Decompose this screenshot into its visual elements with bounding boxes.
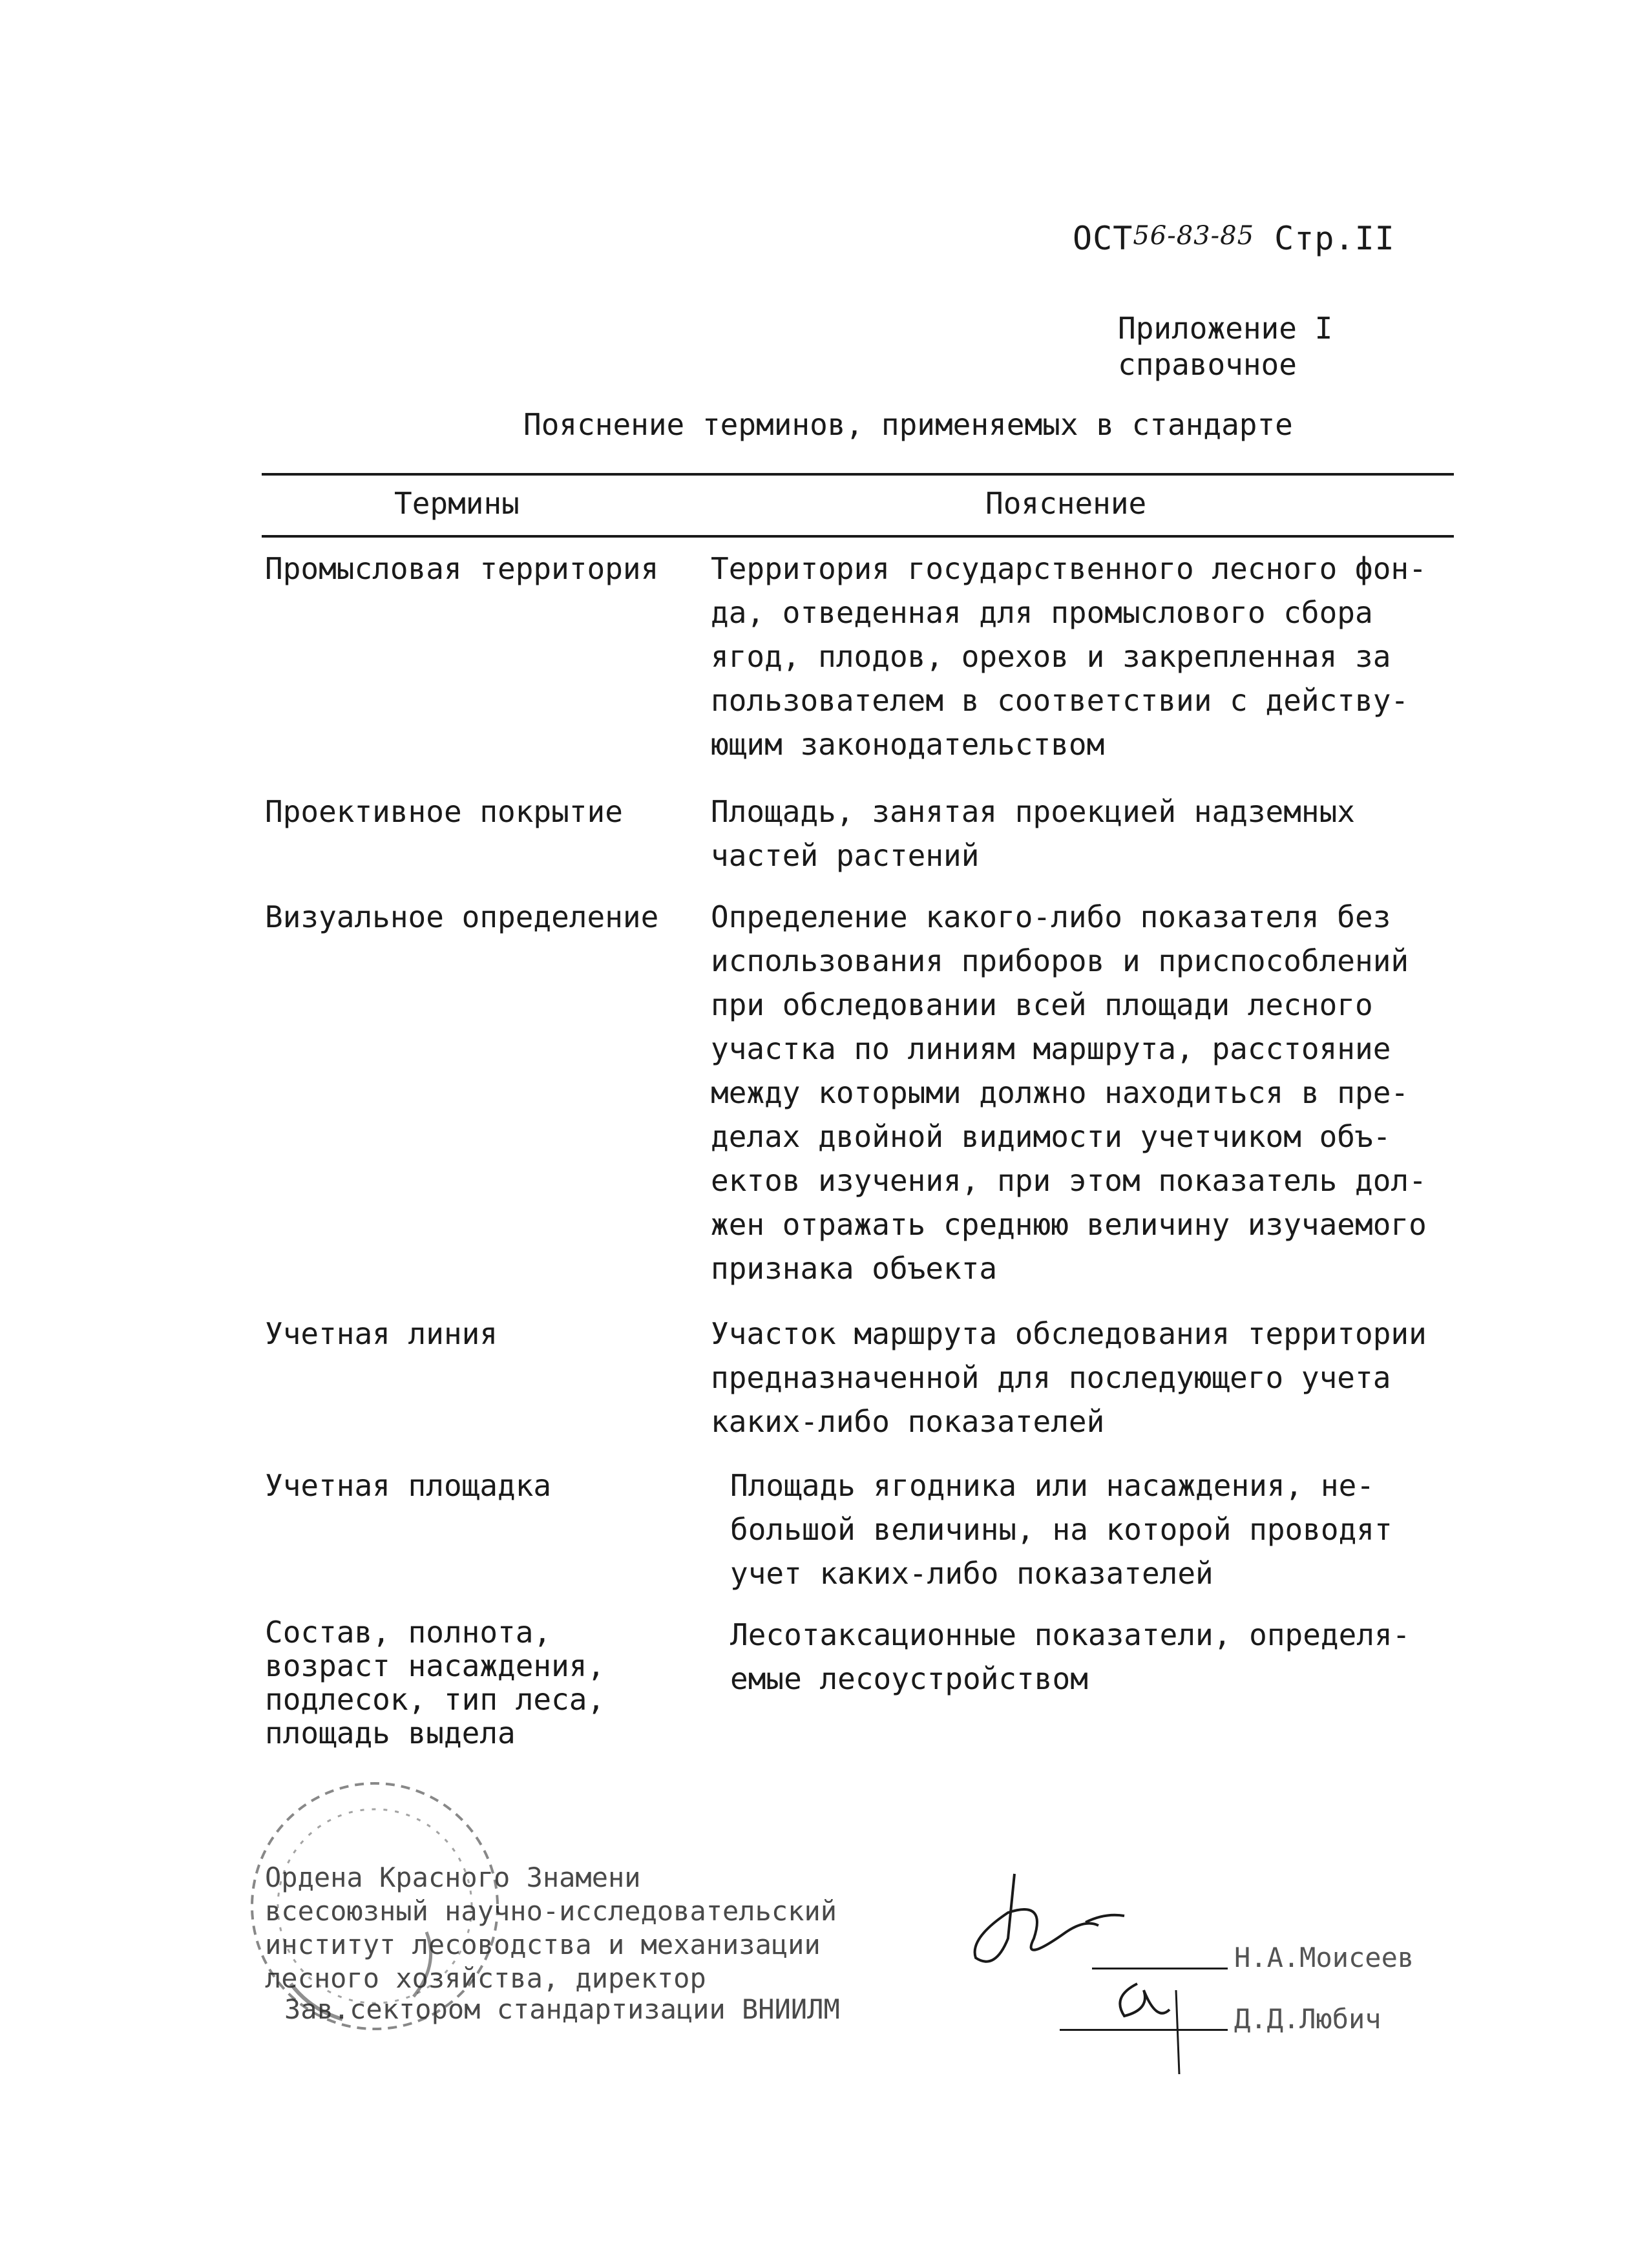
explanation-line: ющим законодательством	[711, 727, 1105, 762]
explanation-line: при обследовании всей площади лесного	[711, 987, 1373, 1022]
column-header-explanation: Пояснение	[985, 486, 1147, 521]
explanation-line: пользователем в соответствии с действу-	[711, 683, 1409, 718]
explanation-line: ектов изучения, при этом показатель дол-	[711, 1163, 1427, 1198]
doc-code-prefix: ОСТ	[1073, 220, 1133, 257]
explanation-line: Лесотаксационные показатели, определя-	[730, 1617, 1411, 1652]
explanation-line: Определение какого-либо показателя без	[711, 899, 1391, 934]
term-cell	[265, 1312, 498, 1356]
term-line: Учетная линия	[265, 1316, 498, 1351]
explanation-line: использования приборов и приспособлений	[711, 943, 1409, 978]
appendix-line-1: Приложение I	[1118, 311, 1333, 346]
explanation-line: емые лесоустройством	[730, 1661, 1088, 1696]
doc-code	[1073, 220, 1395, 257]
organization-line: лесного хозяйства, директор	[265, 1962, 706, 1994]
doc-code-number: 56-83-85	[1133, 221, 1255, 251]
organization-block	[265, 1861, 837, 1995]
explanation-line: Территория государственного лесного фон-	[711, 551, 1427, 586]
explanation-line: Площадь ягодника или насаждения, не-	[730, 1468, 1374, 1503]
appendix-label	[1118, 310, 1332, 383]
term-line: Проективное покрытие	[265, 794, 623, 829]
term-line: Учетная площадка	[265, 1468, 552, 1503]
page-label: Стр.II	[1274, 220, 1395, 257]
appendix-line-2: справочное	[1118, 347, 1297, 382]
term-cell	[265, 895, 658, 939]
explanation-line: между которыми должно находиться в пре-	[711, 1075, 1409, 1110]
term-cell	[265, 790, 623, 834]
organization-line: институт лесоводства и механизации	[265, 1929, 821, 1960]
signature-line	[1092, 1968, 1228, 1969]
term-line: возраст насаждения,	[265, 1648, 605, 1683]
explanation-cell	[711, 1312, 1427, 1444]
term-line: подлесок, тип леса,	[265, 1682, 605, 1717]
explanation-cell	[711, 895, 1427, 1290]
sector-head-line: Зав.сектором стандартизации ВНИИЛМ	[284, 1993, 840, 2025]
term-line: Состав, полнота,	[265, 1615, 552, 1650]
term-line: Визуальное определение	[265, 899, 659, 934]
explanation-line: участка по линиям маршрута, расстояние	[711, 1031, 1391, 1066]
explanation-cell	[730, 1464, 1392, 1595]
term-cell	[265, 547, 658, 591]
signature-icon	[956, 1861, 1241, 2132]
table-rule-header	[262, 535, 1454, 538]
explanation-cell	[711, 790, 1355, 877]
explanation-line: частей растений	[711, 838, 980, 873]
explanation-line: делах двойной видимости учетчиком объ-	[711, 1119, 1391, 1154]
signer-name: Д.Д.Любич	[1234, 2003, 1381, 2035]
explanation-line: каких-либо показателей	[711, 1404, 1105, 1439]
table-rule-top	[262, 473, 1454, 476]
explanation-line: да, отведенная для промыслового сбора	[711, 595, 1373, 630]
explanation-line: предназначенной для последующего учета	[711, 1360, 1391, 1395]
explanation-cell	[730, 1613, 1410, 1701]
explanation-line: признака объекта	[711, 1251, 998, 1286]
column-header-terms: Термины	[394, 486, 520, 521]
explanation-line: ягод, плодов, орехов и закрепленная за	[711, 639, 1391, 674]
term-cell	[265, 1464, 551, 1507]
organization-line: всесоюзный научно-исследовательский	[265, 1895, 837, 1927]
signature-line	[1060, 2029, 1228, 2031]
term-line: площадь выдела	[265, 1716, 516, 1750]
explanation-line: жен отражать среднюю величину изучаемого	[711, 1207, 1427, 1242]
explanation-line: Участок маршрута обследования территории	[711, 1316, 1427, 1351]
term-cell	[265, 1615, 605, 1750]
explanation-line: большой величины, на которой проводят	[730, 1512, 1392, 1547]
organization-line: Ордена Красного Знамени	[265, 1862, 641, 1893]
explanation-line: Площадь, занятая проекцией надземных	[711, 794, 1355, 829]
term-line: Промысловая территория	[265, 551, 659, 586]
page-title: Пояснение терминов, применяемых в стандарте	[523, 407, 1293, 442]
explanation-cell	[711, 547, 1427, 766]
explanation-line: учет каких-либо показателей	[730, 1556, 1213, 1591]
signer-name: Н.А.Моисеев	[1234, 1942, 1414, 1973]
